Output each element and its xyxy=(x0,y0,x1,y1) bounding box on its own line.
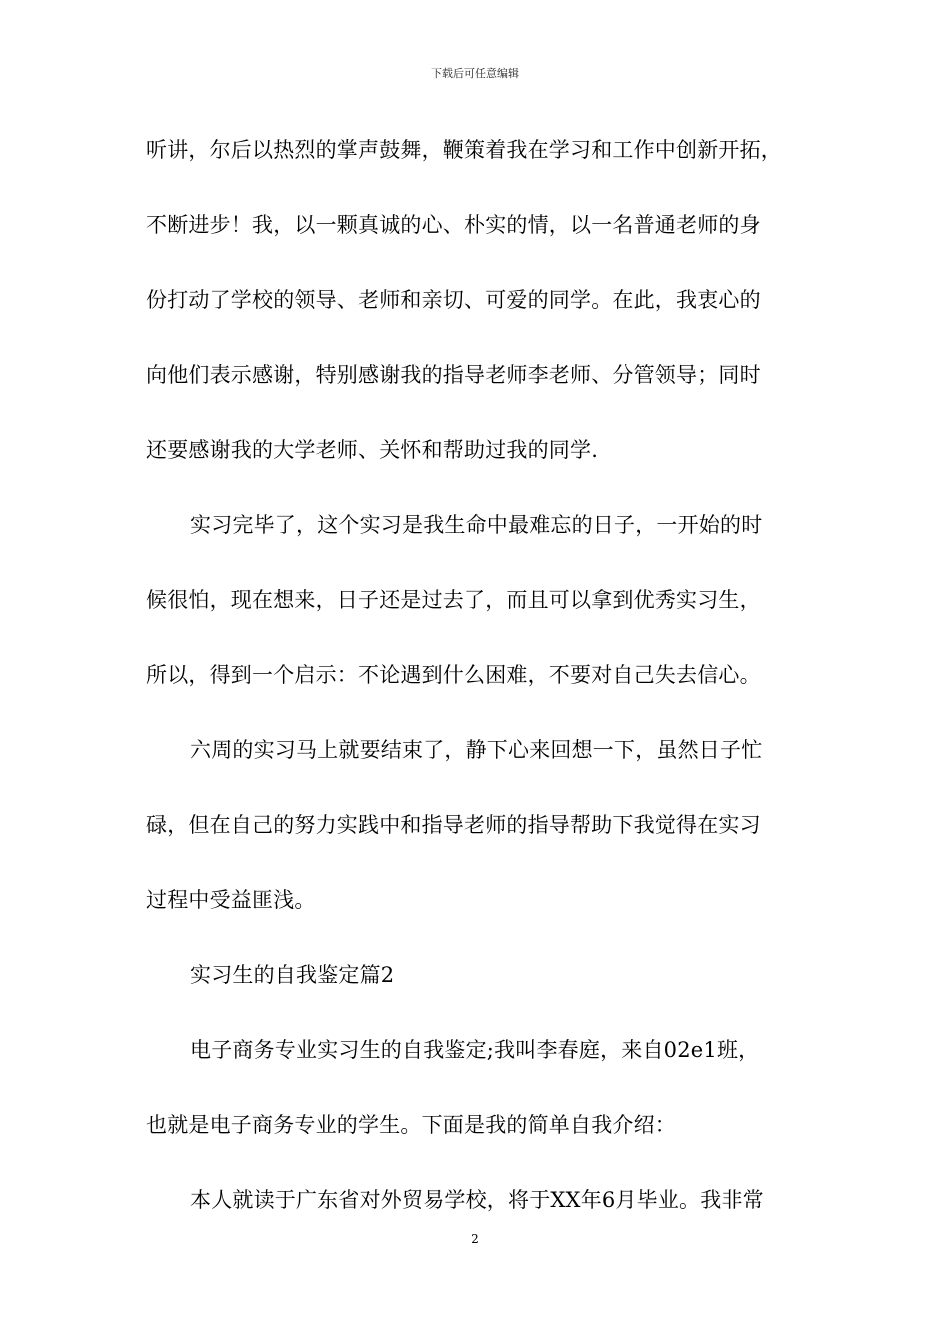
section-heading: 实习生的自我鉴定篇2 xyxy=(190,963,395,987)
text-line: 过程中受益匪浅。 xyxy=(146,888,316,912)
text-line: 向他们表示感谢，特别感谢我的指导老师李老师、分管领导；同时 xyxy=(146,363,761,387)
paragraph-start-line: 电子商务专业实习生的自我鉴定;我叫李春庭，来自02e1班， xyxy=(190,1038,760,1062)
text-line: 听讲，尔后以热烈的掌声鼓舞，鞭策着我在学习和工作中创新开拓， xyxy=(146,138,782,162)
paragraph-start-line: 六周的实习马上就要结束了，静下心来回想一下，虽然日子忙 xyxy=(190,738,763,762)
paragraph-start-line: 本人就读于广东省对外贸易学校，将于XX年6月毕业。我非常 xyxy=(190,1188,764,1212)
page-number: 2 xyxy=(471,1232,479,1246)
text-line: 份打动了学校的领导、老师和亲切、可爱的同学。在此，我衷心的 xyxy=(146,288,761,312)
text-line: 也就是电子商务专业的学生。下面是我的简单自我介绍： xyxy=(146,1113,676,1137)
text-line: 不断进步！我，以一颗真诚的心、朴实的情，以一名普通老师的身 xyxy=(146,213,761,237)
text-line: 候很怕，现在想来，日子还是过去了，而且可以拿到优秀实习生， xyxy=(146,588,761,612)
text-line: 碌，但在自己的努力实践中和指导老师的指导帮助下我觉得在实习 xyxy=(146,813,761,837)
paragraph-start-line: 实习完毕了，这个实习是我生命中最难忘的日子，一开始的时 xyxy=(190,513,763,537)
text-line: 还要感谢我的大学老师、关怀和帮助过我的同学. xyxy=(146,438,599,462)
text-line: 所以，得到一个启示：不论遇到什么困难，不要对自己失去信心。 xyxy=(146,663,761,687)
header-note: 下载后可任意编辑 xyxy=(431,67,519,80)
